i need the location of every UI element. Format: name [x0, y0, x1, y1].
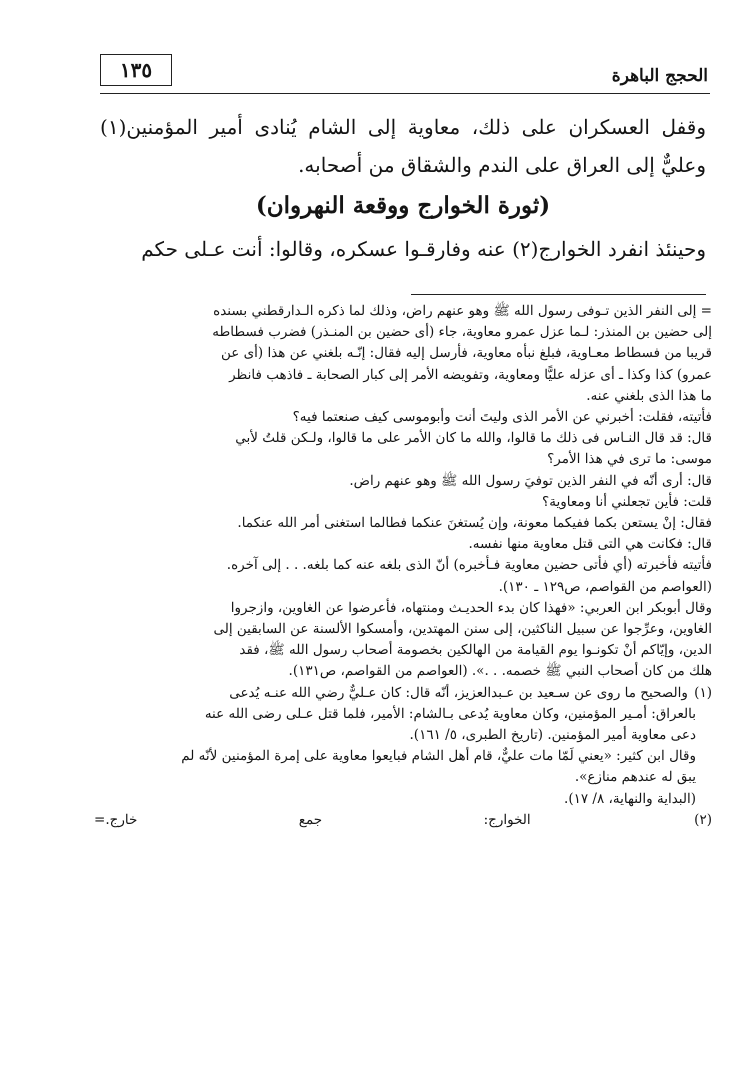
continuation-mark: = — [94, 811, 106, 828]
footnote-line: قلت: فأين تجعلني أنا ومعاوية؟ — [542, 493, 712, 510]
footnote-line: (البداية والنهاية، ٨/ ١٧). — [564, 790, 696, 807]
footnote-2 — [94, 810, 712, 831]
footnote-line: والصحيح ما روى عن سـعيد بن عـبدالعزيز، أنّه قال: كان عـليٌّ رضي الله عنـه يُدعى — [229, 684, 688, 701]
footnote-divider — [411, 294, 706, 295]
footnote-line: فأتيته، فقلت: أخبرني عن الأمر الذى وليتَ أنت وأبوموسى كيف صنعتما فيه؟ — [292, 409, 712, 426]
footnote-line: الخوارج: جمع خارج. — [105, 811, 531, 828]
footnote-marker-2: (٢) — [694, 811, 712, 828]
main-paragraph-2: وحينئذ انفرد الخوارج(٢) عنه وفارقـوا عسكره، وقالوا: أنت عـلى حكم — [141, 237, 706, 261]
footnote-line: فقال: إنْ يستعن بكما ففيكما معونة، وإن يُستغنَ عنكما فطالما استغنى أمر الله عنكما. — [237, 515, 712, 532]
footnote-1 — [94, 683, 712, 704]
footnote-line: وقال أبوبكر ابن العربي: «فهذا كان بدء الحديـث ومنتهاه، فأعرضوا عن الغاوين، وازجروا — [230, 599, 712, 616]
footnote-line: عمرو) كذا وكذا ـ أى عزله عليًّا ومعاوية، وتفويضه الأمر إلى كبار الصحابة ـ فاذهب فانظر — [229, 366, 712, 383]
footnote-line: قريبا من فسطاط معـاوية، فبلغ نبأه معاوية، فأرسل إليه فقال: إنّـه بلغني عن هذا (أى عن — [220, 345, 712, 362]
footnote-line: دعى معاوية أمير المؤمنين. (تاريخ الطبرى، ٥/ ١٦١). — [409, 727, 696, 744]
footnote-line: قال: أرى أنّه في النفر الذين توفيَ رسول الله ﷺ وهو عنهم راض. — [349, 472, 712, 489]
footnote-line: الدين، وإيّاكم أنْ تكونـوا يوم القيامة من الهالكين بخصومة أصحاب رسول الله ﷺ، فقد — [239, 642, 712, 659]
main-text — [100, 108, 706, 268]
footnote-line: يبق له عندهم منازع». — [574, 769, 696, 786]
footnote-line: موسى: ما ترى في هذا الأمر؟ — [547, 451, 712, 468]
footnote-line: وقال ابن كثير: «يعني لَمّا مات عليٌّ، قام أهل الشام فبايعوا معاوية على إمرة المؤمنين لأنّه لم — [181, 748, 696, 765]
section-heading: (ثورة الخوارج ووقعة النهروان) — [255, 192, 551, 219]
footnote-line: الغاوين، وعرِّجوا عن سبيل الناكثين، إلى سنن المهتدين، وأمسكوا الألسنة عن السابقين إلى — [213, 621, 712, 638]
footnotes — [94, 301, 712, 831]
footnote-line: هلك من كان أصحاب النبي ﷺ خصمه. . .». (العواصم من القواصم، ص١٣١). — [288, 663, 712, 680]
page-header — [100, 54, 710, 94]
page-number: ١٣٥ — [100, 54, 172, 86]
footnote-marker-1: (١) — [694, 684, 712, 701]
header-divider — [100, 93, 710, 94]
footnote-line: قال: فكانت هي التى قتل معاوية منها نفسه. — [468, 536, 712, 553]
main-paragraph-1: وقفل العسكران على ذلك، معاوية إلى الشام يُنادى أمير المؤمنين(١) وعليٌّ إلى العراق على الندم والشقاق من أصحابه. — [100, 115, 706, 177]
footnote-line: فأتيته فأخبرته (أي فأتى حضين معاوية فـأخبره) أنّ الذى بلغه عنه كما بلغه. . . إلى آخره. — [226, 557, 712, 574]
footnote-line: = إلى النفر الذين تـوفى رسول الله ﷺ وهو عنهم راض، وذلك لما ذكره الـدارقطني بسنده — [213, 303, 712, 319]
footnote-line: ما هذا الذى بلغني عنه. — [586, 387, 712, 404]
footnote-line: قال: قد قال النـاس فى ذلك ما قالوا، والله ما كان الأمر على ما قالوا، ولـكن قلتُ لأبي — [235, 430, 712, 447]
footnote-line: إلى حضين بن المنذر: لـما عزل عمرو معاوية، جاء (أى حضين بن المنـذر) فضرب فسطاطه — [212, 324, 712, 341]
book-title: الحجج الباهرة — [611, 66, 708, 86]
footnote-line: بالعراق: أمـير المؤمنين، وكان معاوية يُدعى بـالشام: الأمير، فلما قتل عـلى رضى الله عنه — [204, 705, 696, 722]
footnote-line: (العواصم من القواصم، ص١٢٩ ـ ١٣٠). — [498, 578, 712, 595]
